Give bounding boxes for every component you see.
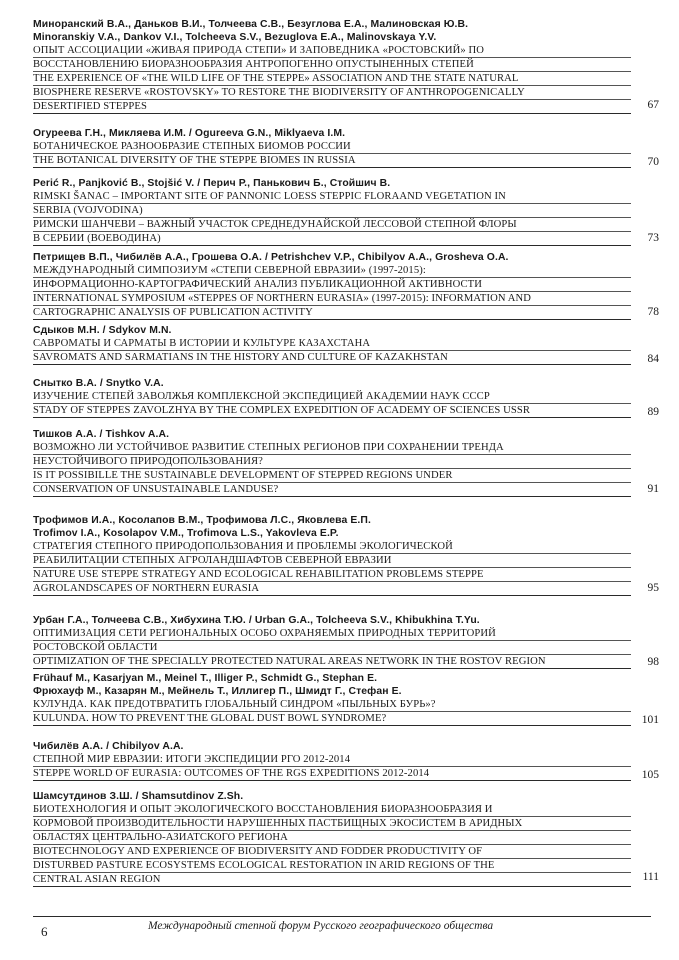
- entry-title-line: ИНФОРМАЦИОННО-КАРТОГРАФИЧЕСКИЙ АНАЛИЗ ПУБЛИКАЦИОННОЙ АКТИВНОСТИ: [33, 278, 631, 292]
- entry-title-line: IS IT POSSIBILLE THE SUSTAINABLE DEVELOPMENT OF STEPPED REGIONS UNDER: [33, 469, 631, 483]
- entry-title-line: КОРМОВОЙ ПРОИЗВОДИТЕЛЬНОСТИ НАРУШЕННЫХ ПАСТБИЩНЫХ ЭКОСИСТЕМ В АРИДНЫХ: [33, 817, 631, 831]
- entry-title-line: STEPPE WORLD OF EURASIA: OUTCOMES OF THE RGS EXPEDITIONS 2012-2014: [33, 767, 631, 781]
- entry-title-line: CENTRAL ASIAN REGION: [33, 873, 631, 887]
- toc-entry[interactable]: [33, 614, 659, 669]
- toc-entry[interactable]: [33, 251, 659, 320]
- entry-page-number: 98: [647, 656, 659, 668]
- entry-authors: Урбан Г.А., Толчеева С.В., Хибухина Т.Ю. / Urban G.A., Tolcheeva S.V., Khibukhina T.Yu.: [33, 615, 480, 626]
- toc-entry[interactable]: [33, 324, 659, 365]
- entry-title-line: РЕАБИЛИТАЦИИ СТЕПНЫХ АГРОЛАНДШАФТОВ СЕВЕРНОЙ ЕВРАЗИИ: [33, 554, 631, 568]
- entry-title-line: SERBIA (VOJVODINA): [33, 204, 631, 218]
- entry-authors: Perić R., Panjković B., Stojšić V. / Перич Р., Панькович Б., Стойшич В.: [33, 178, 391, 189]
- entry-title-line: THE EXPERIENCE OF «THE WILD LIFE OF THE STEPPE» ASSOCIATION AND THE STATE NATURAL: [33, 72, 631, 86]
- entry-title-line: AGROLANDSCAPES OF NORTHERN EURASIA: [33, 582, 631, 596]
- entry-authors: Огуреева Г.Н., Микляева И.М. / Ogureeva G.N., Miklyaeva I.M.: [33, 128, 346, 139]
- entry-page-number: 91: [647, 483, 659, 495]
- toc-entry[interactable]: [33, 177, 659, 246]
- entry-title-line: DISTURBED PASTURE ECOSYSTEMS ECOLOGICAL RESTORATION IN ARID REGIONS OF THE: [33, 859, 631, 873]
- toc-entry[interactable]: [33, 672, 659, 726]
- entry-title-line: SAVROMATS AND SARMATIANS IN THE HISTORY AND CULTURE OF KAZAKHSTAN: [33, 351, 631, 365]
- entry-page-number: 105: [641, 769, 659, 781]
- entry-title-line: ОБЛАСТЯХ ЦЕНТРАЛЬНО-АЗИАТСКОГО РЕГИОНА: [33, 831, 631, 845]
- entry-title-line: ИЗУЧЕНИЕ СТЕПЕЙ ЗАВОЛЖЬЯ КОМПЛЕКСНОЙ ЭКСПЕДИЦИЕЙ АКАДЕМИИ НАУК СССР: [33, 390, 631, 404]
- entry-title-line: ВОЗМОЖНО ЛИ УСТОЙЧИВОЕ РАЗВИТИЕ СТЕПНЫХ РЕГИОНОВ ПРИ СОХРАНЕНИИ ТРЕНДА: [33, 441, 631, 455]
- footer-page-number: 6: [41, 924, 48, 939]
- toc-entry[interactable]: [33, 514, 659, 596]
- entry-title-line: RIMSKI ŠANAC – IMPORTANT SITE OF PANNONIC LOESS STEPPIC FLORAAND VEGETATION IN: [33, 190, 631, 204]
- entry-title-line: INTERNATIONAL SYMPOSIUM «STEPPES OF NORTHERN EURASIA» (1997-2015): INFORMATION AND: [33, 292, 631, 306]
- toc-entry[interactable]: [33, 790, 659, 887]
- footer-title: Международный степной форум Русского географического общества: [148, 920, 494, 932]
- entry-authors: Тишков А.А. / Tishkov A.A.: [33, 429, 170, 440]
- entry-title-line: CONSERVATION OF UNSUSTAINABLE LANDUSE?: [33, 483, 631, 497]
- entry-authors: Трофимов И.А., Косолапов В.М., Трофимова Л.С., Яковлева Е.П.: [33, 515, 371, 526]
- entry-title-line: STADY OF STEPPES ZAVOLZHYA BY THE COMPLEX EXPEDITION OF ACADEMY OF SCIENCES USSR: [33, 404, 631, 418]
- entry-title-line: РИМСКИ ШАНЧЕВИ – ВАЖНЫЙ УЧАСТОК СРЕДНЕДУНАЙСКОЙ ЛЕССОВОЙ СТЕПНОЙ ФЛОРЫ: [33, 218, 631, 232]
- entry-authors: Minoranskiy V.A., Dankov V.I., Tolcheeva S.V., Bezuglova E.A., Malinovskaya Y.V.: [33, 32, 437, 43]
- toc-entry[interactable]: [33, 18, 659, 114]
- entry-authors: Чибилёв А.А. / Chibilyov A.A.: [33, 741, 184, 752]
- toc-entry[interactable]: [33, 127, 659, 168]
- entry-page-number: 73: [647, 232, 659, 244]
- entry-page-number: 84: [647, 353, 659, 365]
- entry-title-line: СТЕПНОЙ МИР ЕВРАЗИИ: ИТОГИ ЭКСПЕДИЦИИ РГО 2012-2014: [33, 753, 631, 767]
- entry-title-line: DESERTIFIED STEPPES: [33, 100, 631, 114]
- entry-page-number: 67: [647, 99, 659, 111]
- entry-page-number: 78: [647, 306, 659, 318]
- entry-page-number: 70: [647, 156, 659, 168]
- entry-title-line: OPTIMIZATION OF THE SPECIALLY PROTECTED NATURAL AREAS NETWORK IN THE ROSTOV REGION: [33, 655, 631, 669]
- toc-entry[interactable]: [33, 377, 659, 418]
- entry-title-line: В СЕРБИИ (ВОЕВОДИНА): [33, 232, 631, 246]
- entry-title-line: САВРОМАТЫ И САРМАТЫ В ИСТОРИИ И КУЛЬТУРЕ КАЗАХСТАНА: [33, 337, 631, 351]
- entry-title-line: КУЛУНДА. КАК ПРЕДОТВРАТИТЬ ГЛОБАЛЬНЫЙ СИНДРОМ «ПЫЛЬНЫХ БУРЬ»?: [33, 698, 631, 712]
- footer-divider: [33, 916, 651, 917]
- entry-title-line: ВОССТАНОВЛЕНИЮ БИОРАЗНООБРАЗИЯ АНТРОПОГЕННО ОПУСТЫНЕННЫХ СТЕПЕЙ: [33, 58, 631, 72]
- entry-title-line: NATURE USE STEPPE STRATEGY AND ECOLOGICAL REHABILITATION PROBLEMS STEPPE: [33, 568, 631, 582]
- entry-page-number: 111: [642, 871, 659, 883]
- entry-authors: Frühauf M., Kasarjyan M., Meinel T., Illiger P., Schmidt G., Stephan E.: [33, 673, 378, 684]
- entry-title-line: BIOTECHNOLOGY AND EXPERIENCE OF BIODIVERSITY AND FODDER PRODUCTIVITY OF: [33, 845, 631, 859]
- entry-authors: Снытко В.А. / Snytko V.A.: [33, 378, 164, 389]
- entry-title-line: BIOSPHERE RESERVE «ROSTOVSKY» TO RESTORE THE BIODIVERSITY OF ANTHROPOGENICALLY: [33, 86, 631, 100]
- entry-title-line: НЕУСТОЙЧИВОГО ПРИРОДОПОЛЬЗОВАНИЯ?: [33, 455, 631, 469]
- entry-title-line: БИОТЕХНОЛОГИЯ И ОПЫТ ЭКОЛОГИЧЕСКОГО ВОССТАНОВЛЕНИЯ БИОРАЗНООБРАЗИЯ И: [33, 803, 631, 817]
- entry-title-line: РОСТОВСКОЙ ОБЛАСТИ: [33, 641, 631, 655]
- entry-title-line: ОПЫТ АССОЦИАЦИИ «ЖИВАЯ ПРИРОДА СТЕПИ» И ЗАПОВЕДНИКА «РОСТОВСКИЙ» ПО: [33, 44, 631, 58]
- entry-authors: Петрищев В.П., Чибилёв А.А., Грошева О.А. / Petrishchev V.P., Chibilyov A.A., Grosheva O.A.: [33, 252, 509, 263]
- entry-authors: Сдыков М.Н. / Sdykov M.N.: [33, 325, 172, 336]
- entry-title-line: THE BOTANICAL DIVERSITY OF THE STEPPE BIOMES IN RUSSIA: [33, 154, 631, 168]
- entry-authors: Миноранский В.А., Даньков В.И., Толчеева С.В., Безуглова Е.А., Малиновская Ю.В.: [33, 19, 469, 30]
- entry-page-number: 101: [641, 714, 659, 726]
- entry-title-line: БОТАНИЧЕСКОЕ РАЗНООБРАЗИЕ СТЕПНЫХ БИОМОВ РОССИИ: [33, 140, 631, 154]
- entry-authors: Фрюхауф М., Казарян М., Мейнель Т., Иллигер П., Шмидт Г., Стефан Е.: [33, 686, 402, 697]
- entry-title-line: CARTOGRAPHIC ANALYSIS OF PUBLICATION ACTIVITY: [33, 306, 631, 320]
- toc-entry[interactable]: [33, 740, 659, 781]
- entry-title-line: ОПТИМИЗАЦИЯ СЕТИ РЕГИОНАЛЬНЫХ ОСОБО ОХРАНЯЕМЫХ ПРИРОДНЫХ ТЕРРИТОРИЙ: [33, 627, 631, 641]
- entry-title-line: KULUNDA. HOW TO PREVENT THE GLOBAL DUST BOWL SYNDROME?: [33, 712, 631, 726]
- entry-title-line: СТРАТЕГИЯ СТЕПНОГО ПРИРОДОПОЛЬЗОВАНИЯ И ПРОБЛЕМЫ ЭКОЛОГИЧЕСКОЙ: [33, 540, 631, 554]
- entry-page-number: 95: [647, 582, 659, 594]
- toc-entry[interactable]: [33, 428, 659, 497]
- entry-authors: Шамсутдинов З.Ш. / Shamsutdinov Z.Sh.: [33, 791, 244, 802]
- entry-title-line: МЕЖДУНАРОДНЫЙ СИМПОЗИУМ «СТЕПИ СЕВЕРНОЙ ЕВРАЗИИ» (1997-2015):: [33, 264, 631, 278]
- entry-page-number: 89: [647, 406, 659, 418]
- entry-authors: Trofimov I.A., Kosolapov V.M., Trofimova L.S., Yakovleva E.P.: [33, 528, 339, 539]
